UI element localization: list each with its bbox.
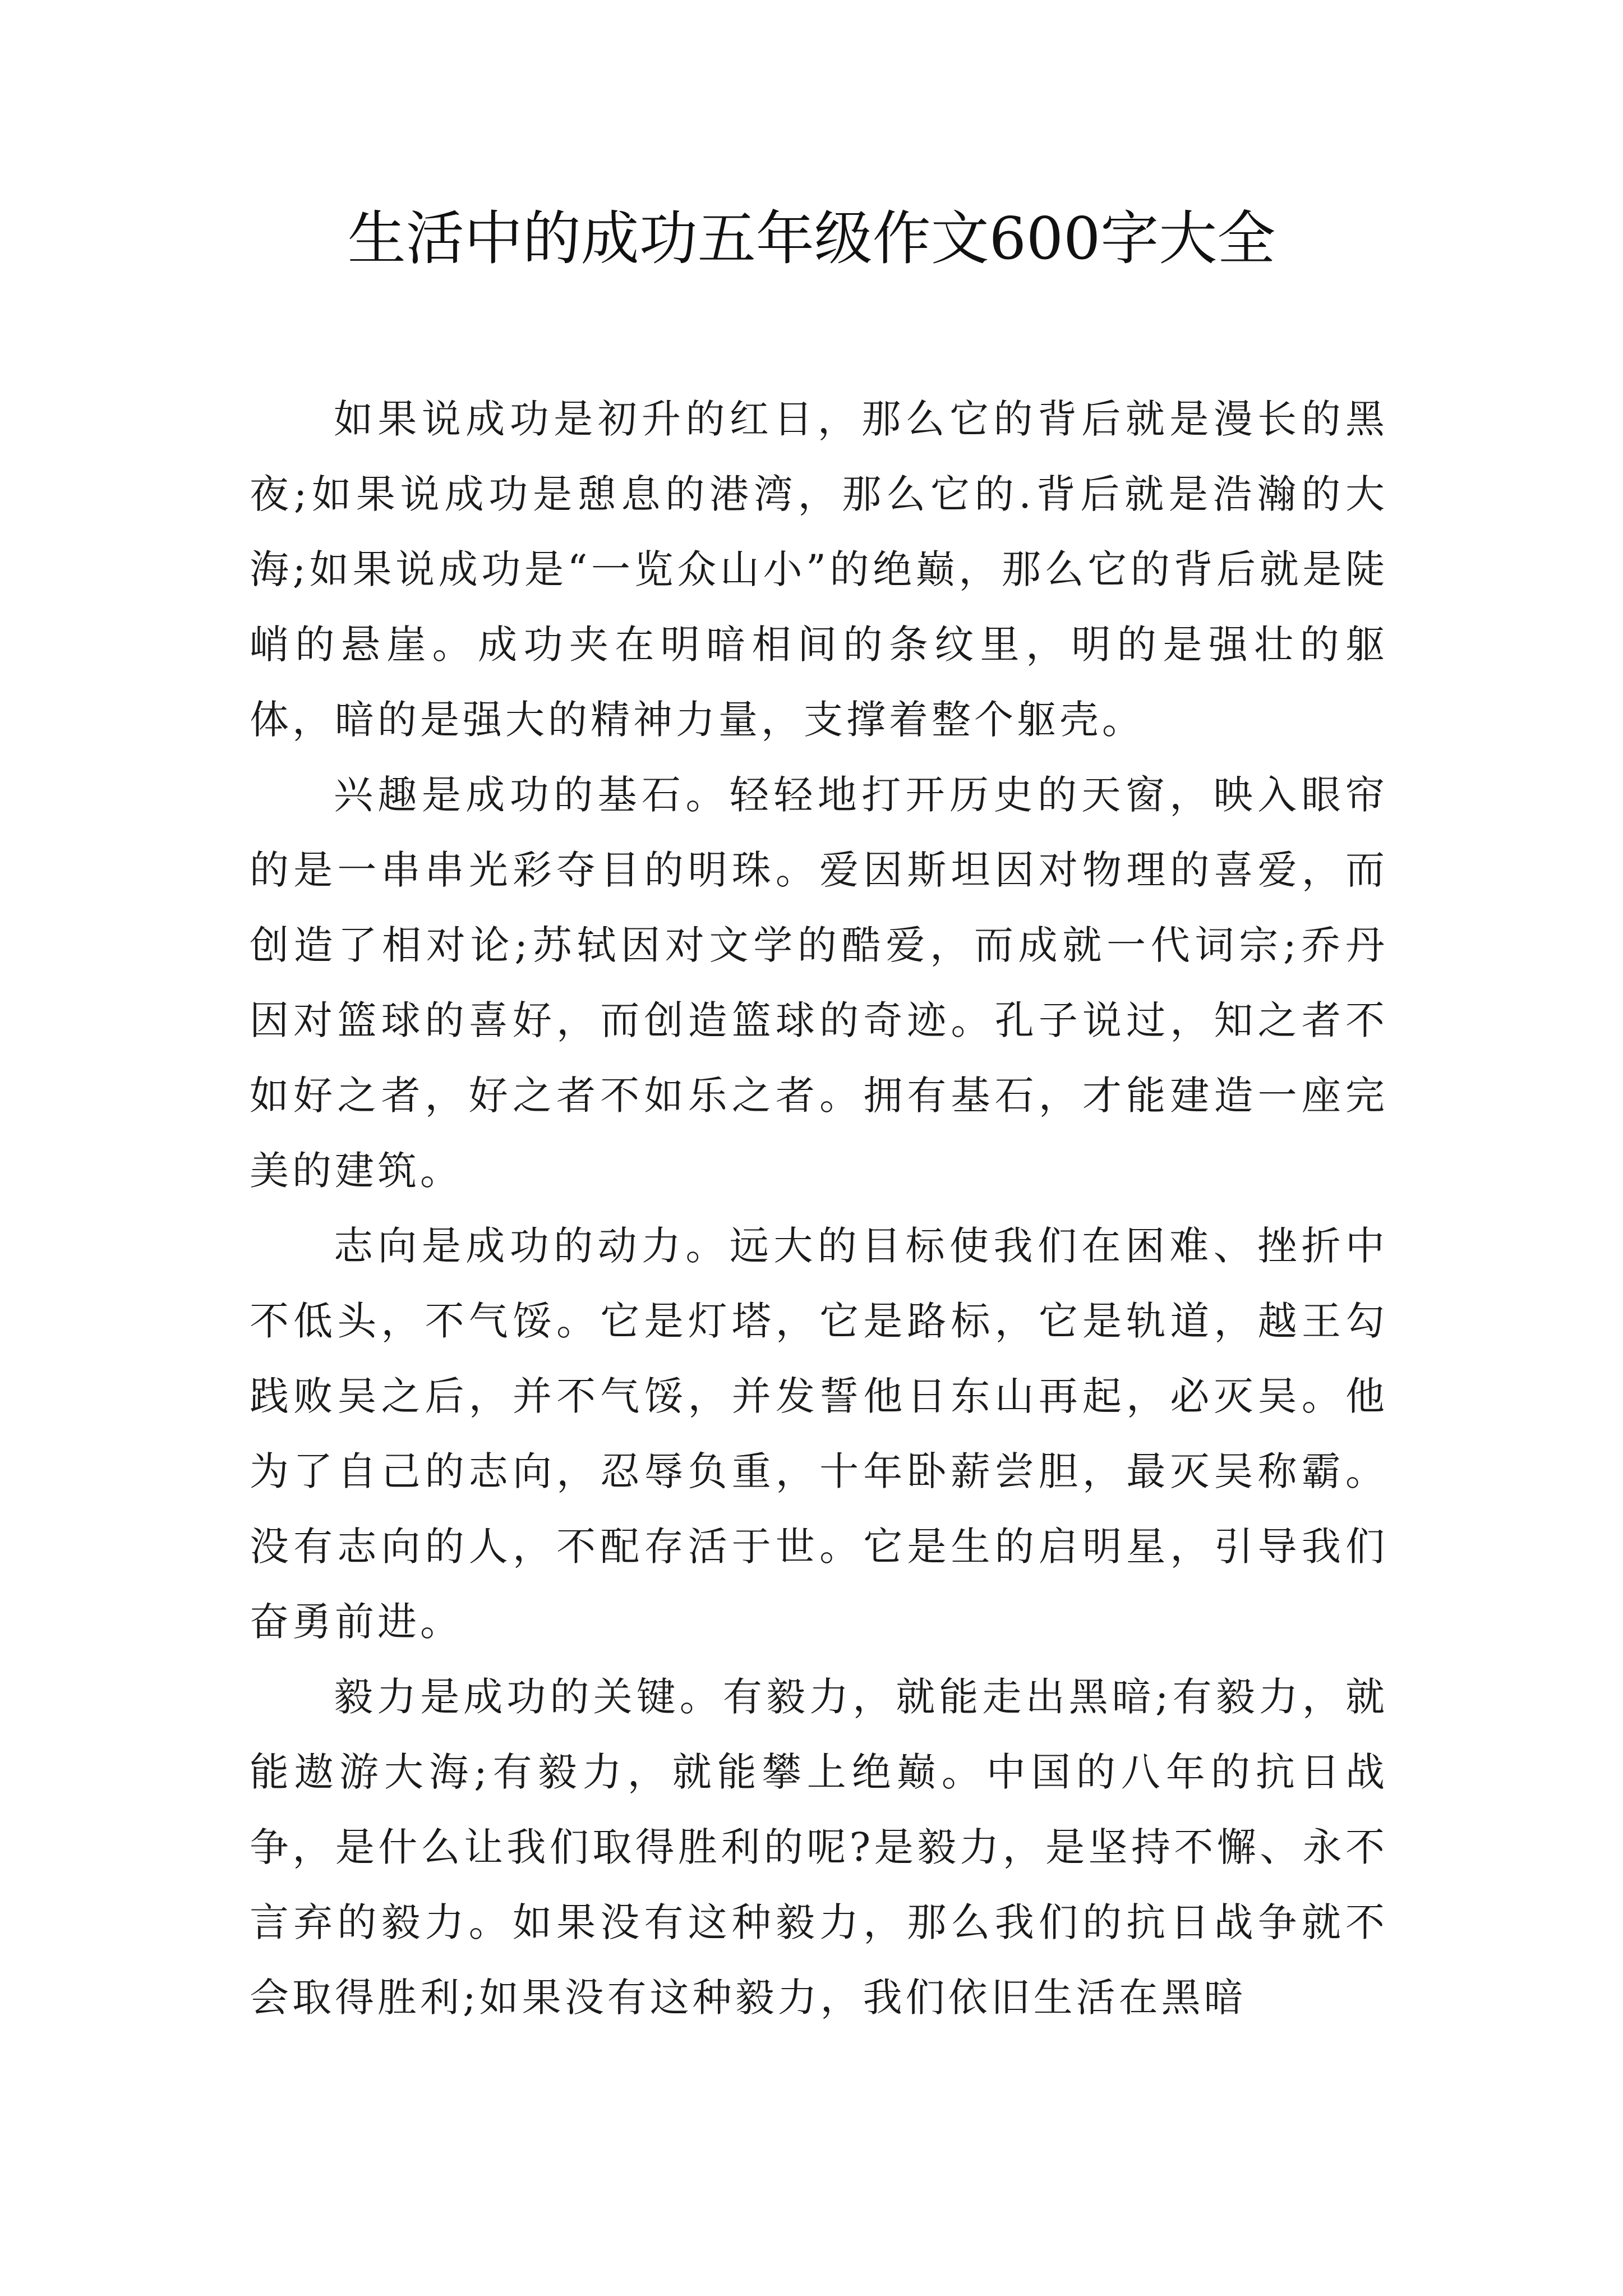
document-body — [250, 381, 1388, 2035]
paragraph-interest: 兴趣是成功的基石。轻轻地打开历史的天窗，映入眼帘的是一串串光彩夺目的明珠。爱因斯坦因对物理的喜爱，而创造了相对论;苏轼因对文学的酷爱，而成就一代词宗;乔丹因对篮球的喜好，而创造篮球的奇迹。孔子说过，知之者不如好之者，好之者不如乐之者。拥有基石，才能建造一座完美的建筑。 — [250, 772, 1388, 1194]
paragraph-ambition: 志向是成功的动力。远大的目标使我们在困难、挫折中不低头，不气馁。它是灯塔，它是路标，它是轨道，越王勾践败吴之后，并不气馁，并发誓他日东山再起，必灭吴。他为了自己的志向，忍辱负重，十年卧薪尝胆，最灭吴称霸。没有志向的人，不配存活于世。它是生的启明星，引导我们奋勇前进。 — [250, 1223, 1388, 1645]
document-title: 生活中的成功五年级作文600字大全 — [347, 204, 1276, 273]
paragraph-intro: 如果说成功是初升的红日，那么它的背后就是漫长的黑夜;如果说成功是憩息的港湾，那么它的.背后就是浩瀚的大海;如果说成功是“一览众山小”的绝巅，那么它的背后就是陡峭的悬崖。成功夹在明暗相间的条纹里，明的是强壮的躯体，暗的是强大的精神力量，支撑着整个躯壳。 — [250, 396, 1388, 743]
paragraph-perseverance: 毅力是成功的关键。有毅力，就能走出黑暗;有毅力，就能遨游大海;有毅力，就能攀上绝巅。中国的八年的抗日战争，是什么让我们取得胜利的呢?是毅力，是坚持不懈、永不言弃的毅力。如果没有这种毅力，那么我们的抗日战争就不会取得胜利;如果没有这种毅力，我们依旧生活在黑暗 — [250, 1674, 1388, 2021]
